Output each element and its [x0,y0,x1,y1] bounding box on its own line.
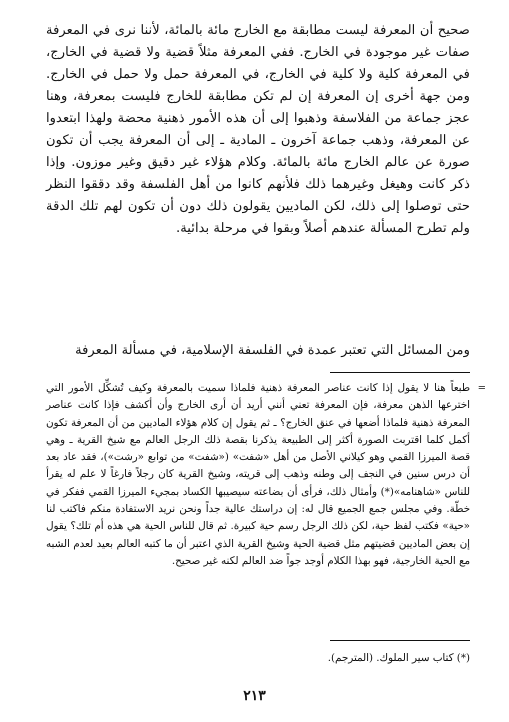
translator-note: (*) كتاب سير الملوك. (المترجم). [327,652,470,664]
main-paragraph: صحيح أن المعرفة ليست مطابقة مع الخارج مائة بالمائة، لأننا نرى في المعرفة صفات غير موجودة في الخارج. ففي المعرفة مثلاً قضية ولا قضية في الخارج، في المعرفة كلية ولا كلية في الخارج، في المعرفة حمل ولا حمل في الخارج. ومن جهة أخرى إن المعرفة إن لم تكن مطابقة للخارج فليست بمعرفة، وهنا عجز جماعة من الفلاسفة وذهبوا إلى أن هذه الأمور ذهنية محضة ولهذا ابتعدوا عن المعرفة، وذهب جماعة آخرون ـ المادية ـ إلى أن المعرفة يجب أن تكون صورة عن عالم الخارج مائة بالمائة. وكلام هؤلاء غير دقيق وغير موزون. وإذا ذكر كانت وهيغل وغيرهما ذلك فلأنهم كانوا من أهل الفلسفة وقد دققوا النظر حتى توصلوا إلى ذلك، لكن الماديين يقولون ذلك دون أن تكون لهم تلك الدقة ولم تطرح المسألة عندهم أصلاً وبقوا في مرحلة بدائية. [46,23,470,236]
footnote-block [46,380,486,570]
footnote-separator [330,372,470,373]
footnote-text: طبعاً هنا لا يقول إذا كانت عناصر المعرفة ذهنية فلماذا سميت بالمعرفة وكيف تُشكِّل الأمور التي اخترعها الذهن معرفة، فإن المعرفة تعني أنني أريد أن أرى الخارج وأن أكشف فإذا كانت عناصر المعرفة ذهنية فلماذا أضعها في عنق الخارج؟ ـ ثم يقول إن كلام هؤلاء الماديين من أن المعرفة تكون أكمل كلما اقتربت الصورة أكثر إلى الطبيعة يذكرنا بقصة ذلك الرجل العالم مع شيخ القرية ـ وهي قصة الميرزا القمي وهو كيلاني الأصل من أهل «شفت» («شفت» من توابع «رشت»)، فقد عاد بعد أن درس سنين في النجف إلى وطنه وذهب إلى قريته، وشيخ القرية كان رجلاً فارغاً لا علم له يقرأ للناس «شاهنامه»(*) وأمثال ذلك، فرأى أن بضاعته سيصيبها الكساد بمجيء الميرزا القمي ففكر في خطّة. وفي مجلس جمع الجميع قال له: إن دراستك عالية جداً ونحن نريد الاستفادة منكم فاكتب لنا «حية» فكتب لفظ حية، لكن ذلك الرجل رسم حية كبيرة. ثم قال للناس الحية هي هذه أم تلك؟ يقول إن بعض الماديين قضيتهم مثل قضية الحية وشيخ القرية الذي اعتبر أن ما كتبه العالم بعيد لعدم الشبه مع الحية الخارجية، فهو بهذا الكلام أوجد جواً ضد العالم لكنه غير صحيح. [46,382,470,567]
translator-note-separator [330,640,470,641]
page-number: ٢١٣ [243,688,266,704]
footnote-continuation-marker: = [477,383,486,394]
main-text-block [46,20,470,240]
section-opening-line: ومن المسائل التي تعتبر عمدة في الفلسفة الإسلامية، في مسألة المعرفة [75,343,470,358]
